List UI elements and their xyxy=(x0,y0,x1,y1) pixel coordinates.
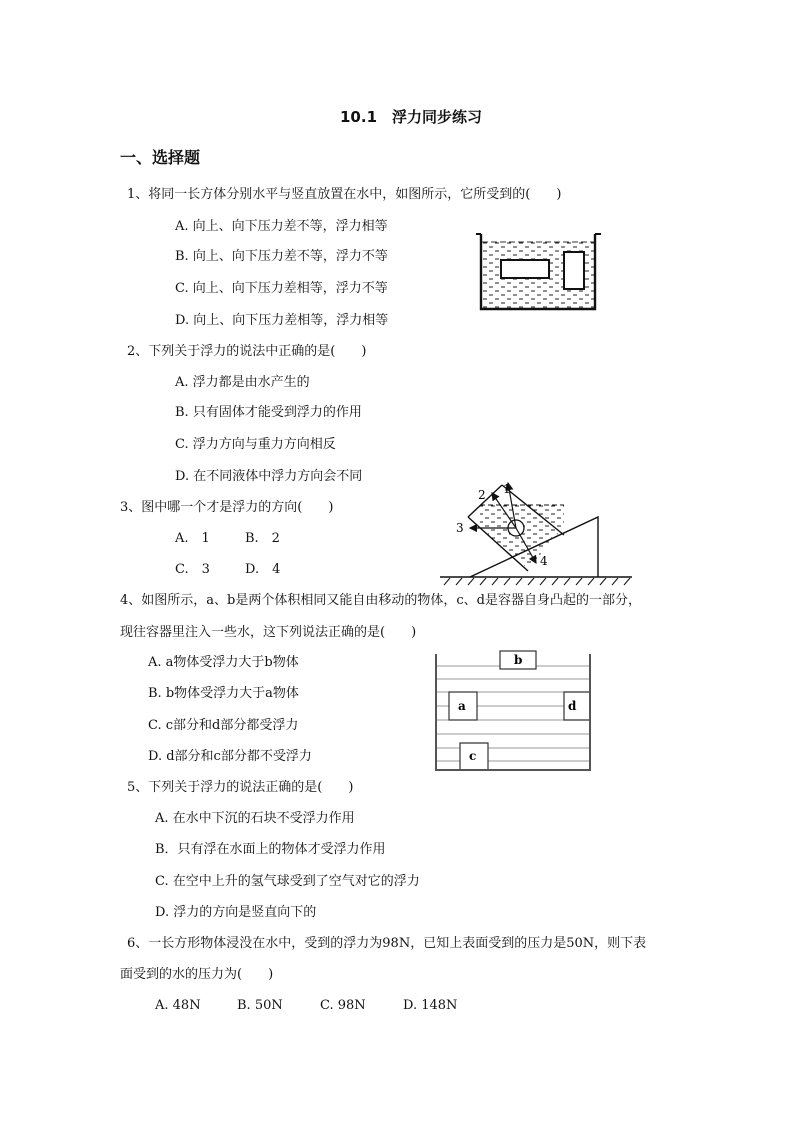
option-b: B．只有浮在水面上的物体才受浮力作用 xyxy=(155,842,386,857)
question-stem-line2: 现往容器里注入一些水，这下列说法正确的是( ) xyxy=(120,625,417,640)
option-a: A. 48N xyxy=(155,998,201,1013)
option-b: B. 2 xyxy=(245,531,280,546)
block-a-label: a xyxy=(458,699,466,713)
option-c: C. c部分和d部分都受浮力 xyxy=(148,718,299,733)
vertical-block xyxy=(564,252,584,289)
option-c: C. 在空中上升的氢气球受到了空气对它的浮力 xyxy=(155,874,420,889)
section-heading: 一、选择题 xyxy=(120,148,201,167)
block-b-label: b xyxy=(514,653,523,667)
option-a: A. 在水中下沉的石块不受浮力作用 xyxy=(155,811,355,826)
option-c: C. 向上、向下压力差相等，浮力不等 xyxy=(175,281,388,296)
protrusion-c-label: c xyxy=(469,749,477,763)
option-c: C. 98N xyxy=(320,998,366,1013)
option-c: C. 3 xyxy=(175,562,210,577)
arrow-label-2: 2 xyxy=(478,488,486,502)
question-stem: 3、图中哪一个才是浮力的方向( ) xyxy=(120,500,334,515)
q4-figure-container xyxy=(432,648,596,774)
question-stem-line1: 6、一长方形物体浸没在水中，受到的浮力为98N，已知上表面受到的压力是50N，则下表 xyxy=(127,936,647,951)
option-d: D. 148N xyxy=(403,998,458,1013)
question-stem: 1、将同一长方体分别水平与竖直放置在水中，如图所示，它所受到的( ) xyxy=(127,187,562,202)
option-c: C. 浮力方向与重力方向相反 xyxy=(175,437,336,452)
option-b: B. 只有固体才能受到浮力的作用 xyxy=(175,405,362,420)
option-b: B. 向上、向下压力差不等，浮力不等 xyxy=(175,249,388,264)
option-a: A. 浮力都是由水产生的 xyxy=(175,375,310,390)
option-d: D. 浮力的方向是竖直向下的 xyxy=(155,905,317,920)
option-d: D. 4 xyxy=(245,562,281,577)
arrow-label-1: 1 xyxy=(503,482,511,496)
arrow-label-4: 4 xyxy=(540,554,548,568)
option-b: B. 50N xyxy=(237,998,283,1013)
protrusion-d-label: d xyxy=(568,699,577,713)
arrow-label-3: 3 xyxy=(456,521,464,535)
page-title: 10.1 浮力同步练习 xyxy=(340,108,483,126)
option-a: A. 向上、向下压力差不等，浮力相等 xyxy=(175,219,388,234)
question-stem: 2、下列关于浮力的说法中正确的是( ) xyxy=(127,344,367,359)
option-b: B. b物体受浮力大于a物体 xyxy=(148,686,299,701)
question-stem-line1: 4、如图所示，a、b是两个体积相同又能自由移动的物体，c、d是容器自身凸起的一部分， xyxy=(120,593,641,608)
q3-figure-container xyxy=(436,475,632,587)
option-a: A. a物体受浮力大于b物体 xyxy=(148,655,299,670)
question-stem: 5、下列关于浮力的说法正确的是( ) xyxy=(127,780,354,795)
option-a: A. 1 xyxy=(175,531,210,546)
q1-figure-container xyxy=(476,228,602,314)
option-d: D. d部分和c部分都不受浮力 xyxy=(148,749,312,764)
question-stem-line2: 面受到的水的压力为( ) xyxy=(120,967,274,982)
option-d: D. 向上、向下压力差相等，浮力相等 xyxy=(175,313,389,328)
horizontal-block xyxy=(501,260,549,278)
option-d: D. 在不同液体中浮力方向会不同 xyxy=(175,469,363,484)
